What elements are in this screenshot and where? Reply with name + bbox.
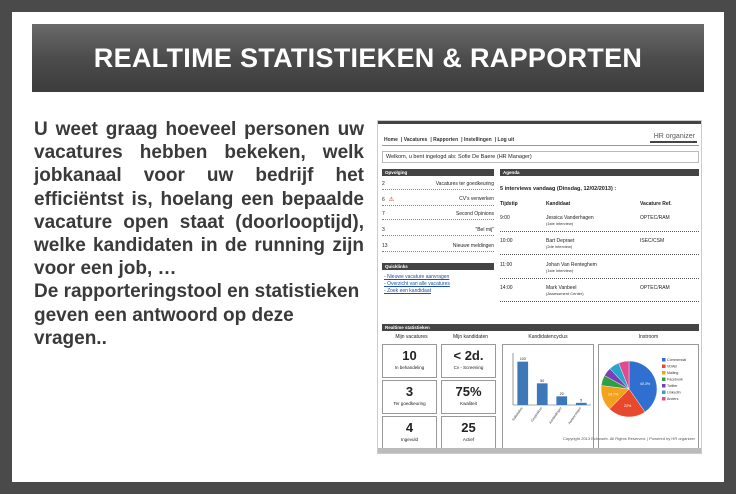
app-screenshot: [377, 120, 702, 454]
col-my-candidates: Mijn kandidaten: [452, 334, 489, 340]
stat-value: 4: [405, 420, 414, 435]
col-inflow: Instroom: [638, 334, 659, 340]
warning-icon: ⚠: [388, 197, 395, 203]
bar-category-label: Sollicitaties: [511, 406, 524, 422]
stat-tiles: [382, 344, 500, 450]
legend-label: Anders: [667, 397, 679, 401]
legend-label: VDAB: [667, 364, 677, 369]
bar-data-label: 20: [559, 391, 564, 396]
quicklink-search-candidate[interactable]: - Zoek een kandidaat: [384, 288, 431, 294]
legend-swatch: [662, 384, 666, 388]
legend-label: Commercial: [667, 358, 687, 362]
slide: [12, 12, 724, 482]
inflow-chart: [599, 345, 698, 449]
stat-tile[interactable]: [382, 344, 437, 378]
pie-data-label: 40.3%: [639, 382, 651, 387]
bar-data-label: 50: [540, 378, 545, 383]
legend-label: Mailing: [667, 371, 679, 375]
nav-instellingen[interactable]: Instellingen: [463, 137, 492, 143]
agenda-candidate[interactable]: [546, 285, 584, 296]
quicklink-label[interactable]: Overzicht van alle vacatures: [387, 281, 450, 287]
opvolging-label: CV's verwerken: [459, 196, 494, 202]
stat-value: 10: [402, 348, 417, 363]
bar-data-label: 100: [519, 357, 526, 362]
nav-vacatures[interactable]: Vacatures: [403, 137, 428, 143]
page-title: REALTIME STATISTIEKEN & RAPPORTEN: [93, 42, 643, 73]
agenda-divider: [500, 301, 699, 302]
app-nav: Home | Vacatures | Rapporten | Instellingen | Log uit: [384, 137, 515, 143]
agenda-divider: [500, 278, 699, 279]
opvolging-label: "Bel mij": [475, 227, 494, 233]
stat-value: < 2d.: [453, 348, 484, 363]
opvolging-row[interactable]: [382, 181, 494, 190]
nav-logout[interactable]: Log uit: [497, 137, 515, 143]
quicklink-label[interactable]: Zoek een kandidaat: [387, 288, 431, 294]
interview-type: (1ste interview): [546, 268, 574, 273]
interview-type: (Assessment Center): [546, 291, 584, 296]
agenda-ref: ISEC/CSM: [640, 238, 665, 244]
agenda-time: 14:00: [500, 285, 513, 291]
stat-tile[interactable]: [382, 380, 437, 414]
nav-divider: [382, 145, 699, 146]
conclusion-paragraph: De rapporteringstool en statistieken geven een antwoord op deze vragen..: [34, 281, 360, 349]
stat-label: Kwaliteit: [460, 401, 477, 406]
app-logo: HR organizer: [650, 133, 697, 143]
cycle-chart-box: [502, 344, 594, 450]
agenda-col-ref: Vacature Ref.: [640, 201, 672, 207]
stats-header: Realtime statistieken: [382, 324, 699, 331]
stat-tile[interactable]: [441, 416, 496, 450]
bar-data-label: 5: [580, 398, 583, 403]
opvolging-count: 3: [382, 227, 385, 233]
agenda-subtitle: 5 interviews vandaag (Dinsdag, 12/02/2013) :: [500, 186, 617, 192]
nav-home[interactable]: Home: [384, 137, 398, 143]
agenda-divider: [500, 254, 699, 255]
quicklinks-header: Quicklinks: [382, 263, 494, 270]
welcome-bar: Welkom, u bent ingelogd als: Sofie De Baere (HR Manager): [382, 151, 699, 163]
pie-data-label: 14.7%: [608, 392, 619, 397]
opvolging-label: Nieuwe meldingen: [452, 243, 494, 249]
legend-swatch: [662, 371, 666, 375]
opvolging-row[interactable]: [382, 211, 494, 220]
legend-swatch: [662, 378, 666, 382]
agenda-ref: OPTEC/RAM: [640, 215, 670, 221]
stat-label: Cv - Screening: [453, 365, 484, 370]
col-my-vacancies: Mijn vacatures: [395, 334, 428, 340]
stat-label: Ingevuld: [400, 437, 418, 442]
bar-category-label: Gesprekken: [529, 406, 544, 423]
stat-value: 25: [461, 420, 476, 435]
intro-text: [34, 118, 364, 350]
opvolging-label: Vacatures ter goedkeuring: [435, 181, 494, 187]
inflow-chart-box: [598, 344, 699, 450]
bar-category-label: Aanbiedingen: [548, 406, 563, 425]
stat-tile[interactable]: [441, 344, 496, 378]
agenda-header: Agenda: [500, 169, 699, 176]
stat-tile[interactable]: [382, 416, 437, 450]
agenda-candidate[interactable]: [546, 238, 574, 249]
opvolging-row[interactable]: [382, 227, 494, 236]
agenda-time: 9:00: [500, 215, 510, 221]
bar: [537, 383, 548, 405]
agenda-col-candidate: Kandidaat: [546, 201, 571, 207]
agenda-time: 10:00: [500, 238, 513, 244]
stat-label: Actief: [462, 437, 475, 442]
app-top-bar: [378, 121, 701, 124]
interview-type: (2de interview): [546, 244, 573, 249]
col-candidate-cycle: Kandidatencyclus: [528, 334, 568, 340]
opvolging-label: Second Opinions: [455, 211, 494, 217]
candidate-name: Mark Vanbeel: [546, 285, 577, 291]
quicklink-label[interactable]: Nieuwe vacature aanvragen: [387, 274, 450, 280]
legend-swatch: [662, 391, 666, 395]
opvolging-header: Opvolging: [382, 169, 494, 176]
legend-swatch: [662, 397, 666, 401]
legend-label: Facebook: [667, 377, 683, 382]
stat-value: 3: [405, 384, 414, 399]
legend-swatch: [662, 365, 666, 369]
bar-category-label: Aanwervingen: [567, 406, 583, 426]
candidate-name: Jessica Vanderhagen: [546, 215, 594, 221]
pie-data-label: 22%: [624, 403, 632, 408]
bar: [556, 396, 567, 405]
opvolging-count: 13: [382, 243, 388, 249]
stat-label: Ter goedkeuring: [393, 401, 426, 406]
quicklink-new-vacancy[interactable]: - Nieuwe vacature aanvragen: [384, 274, 450, 280]
agenda-divider: [500, 231, 699, 232]
stat-value: 75%: [455, 384, 482, 399]
legend-swatch: [662, 358, 666, 362]
agenda-time: 11:00: [500, 262, 513, 268]
legend-label: LinkedIn: [667, 390, 681, 395]
interview-type: (1ste interview): [546, 221, 574, 226]
bar: [576, 403, 587, 405]
opvolging-count: 7: [382, 211, 385, 217]
agenda-ref: OPTEC/RAM: [640, 285, 670, 291]
intro-paragraph: U weet graag hoeveel personen uw vacatures hebben bekeken, welk jobkanaal voor uw bedrijf het efficiëntst is, hoelang een bepaalde vacature open staat (doorlooptijd), welke kandidaten in de running zijn voor een job, …: [34, 119, 364, 280]
candidate-name: Johan Van Renteghem: [546, 262, 597, 268]
agenda-candidate[interactable]: [546, 215, 594, 226]
stat-label: In behandeling: [394, 365, 425, 370]
nav-rapporten[interactable]: Rapporten: [433, 137, 459, 143]
opvolging-count: 6: [382, 197, 385, 203]
candidate-name: Bart Depraet: [546, 238, 575, 244]
opvolging-row[interactable]: [382, 243, 494, 252]
opvolging-row[interactable]: [382, 196, 494, 206]
bar: [517, 362, 528, 405]
candidate-cycle-chart: [503, 345, 593, 449]
quicklink-all-vacancies[interactable]: - Overzicht van alle vacatures: [384, 281, 450, 287]
agenda-candidate[interactable]: [546, 262, 597, 273]
stat-tile[interactable]: [441, 380, 496, 414]
footer-band: [378, 448, 701, 454]
opvolging-count: 2: [382, 181, 385, 187]
legend-label: Twitter: [667, 384, 678, 388]
agenda-col-time: Tijdstip: [500, 201, 518, 207]
title-banner: [32, 24, 704, 92]
app-footer: Copyright 2013 Echoweb. All Rights Reserved. | Powered by HR organizer: [563, 436, 695, 441]
